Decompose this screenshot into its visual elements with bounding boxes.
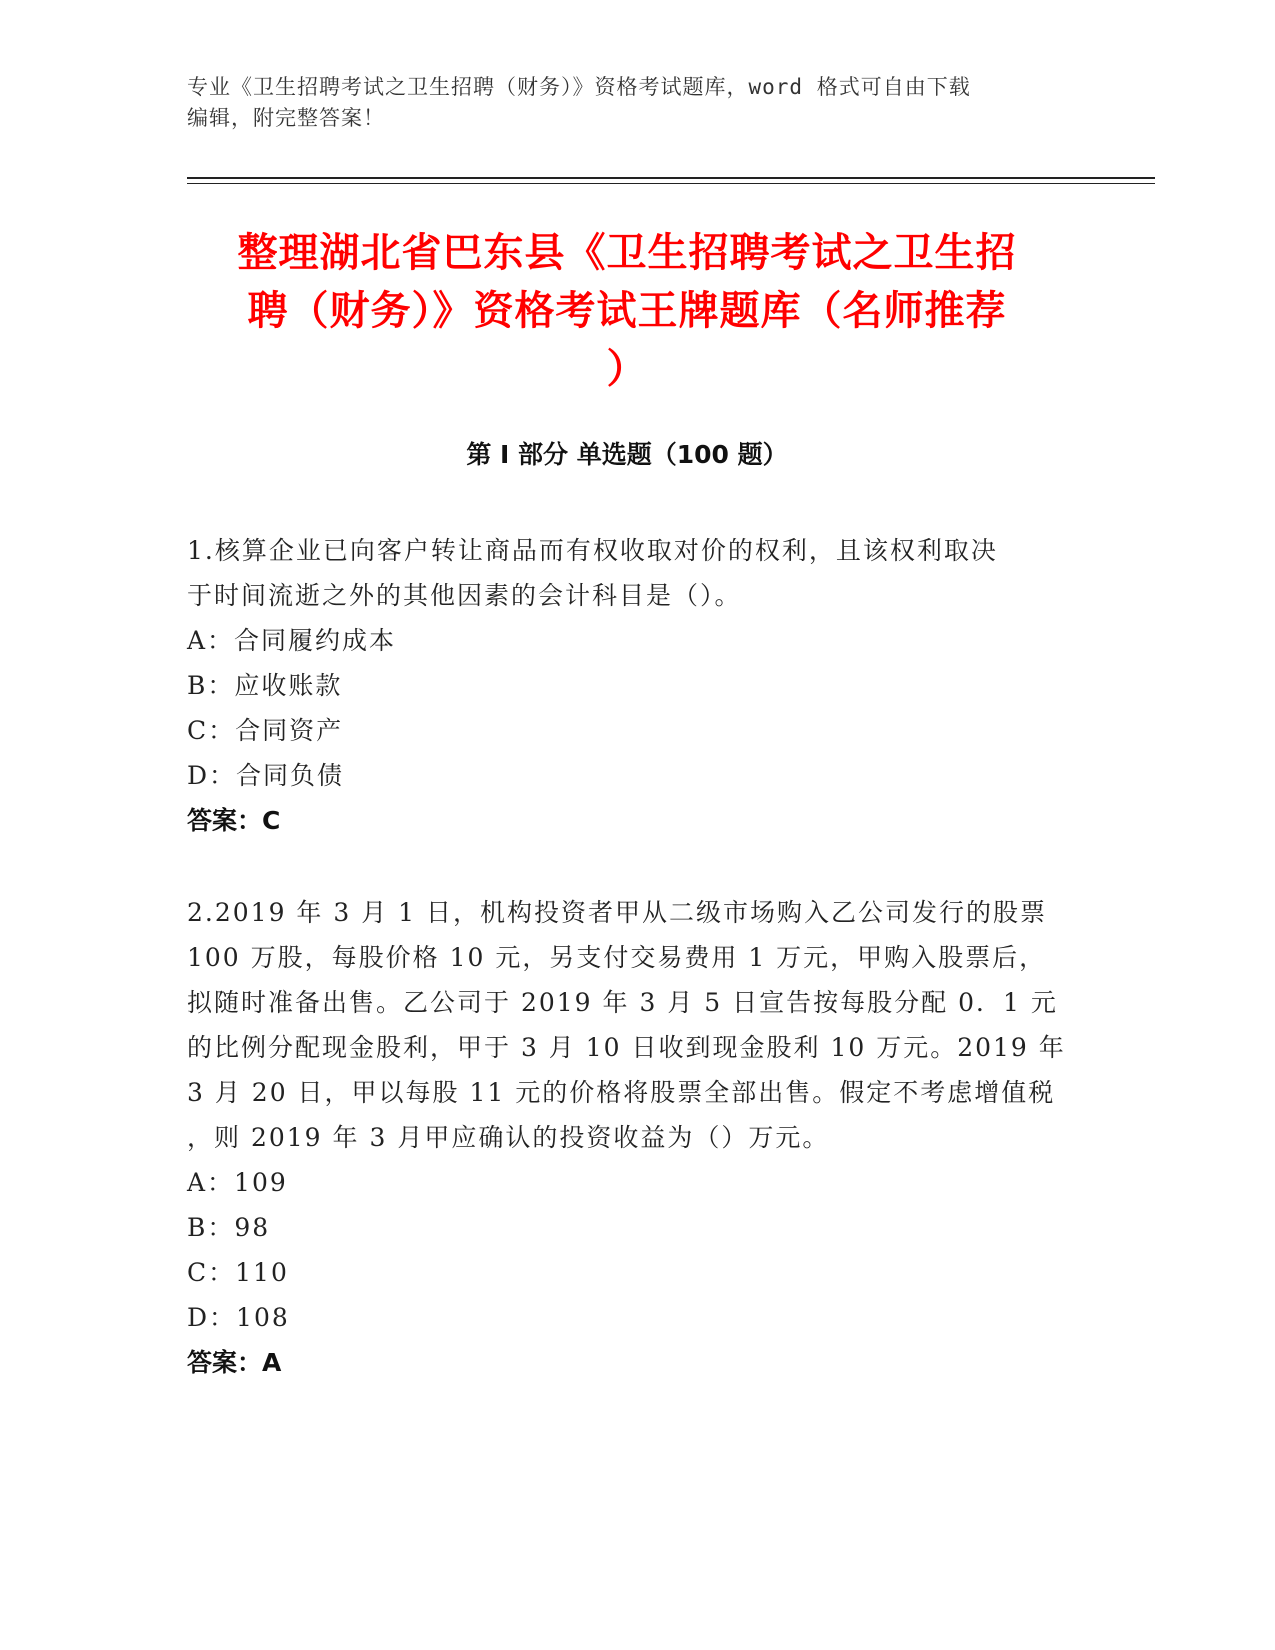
question-2-answer: 答案：A [187,1348,282,1377]
question-2-line-2: 100 万股，每股价格 10 元，另支付交易费用 1 万元，甲购入股票后， [187,943,1047,972]
header-divider-thin [187,183,1155,184]
question-2-line-4: 的比例分配现金股利，甲于 3 月 10 日收到现金股利 10 万元。2019 年 [187,1033,1066,1062]
question-1-option-c: C：合同资产 [187,716,344,745]
question-2-option-d: D：108 [187,1303,290,1332]
question-2 [187,890,1077,1385]
header-divider [187,177,1155,179]
question-1-line-2: 于时间流逝之外的其他因素的会计科目是（）。 [187,581,742,610]
document-title [187,224,1067,398]
question-1 [187,528,1077,843]
question-1-line-1: 1.核算企业已向客户转让商品而有权收取对价的权利，且该权利取决 [187,536,998,565]
title-line-3: ） [606,346,648,392]
section-heading: 第 I 部分 单选题（100 题） [466,440,788,469]
question-2-line-6: ，则 2019 年 3 月甲应确认的投资收益为（）万元。 [187,1123,830,1152]
question-1-answer: 答案：C [187,806,281,835]
question-1-option-d: D：合同负债 [187,761,345,790]
question-2-option-a: A：109 [187,1168,288,1197]
title-line-1: 整理湖北省巴东县《卫生招聘考试之卫生招 [237,230,1017,276]
question-2-line-3: 拟随时准备出售。乙公司于 2019 年 3 月 5 日宣告按每股分配 0．1 元 [187,988,1058,1017]
question-2-option-b: B：98 [187,1213,271,1242]
question-2-line-5: 3 月 20 日，甲以每股 11 元的价格将股票全部出售。假定不考虑增值税 [187,1078,1056,1107]
title-line-2: 聘（财务）》资格考试王牌题库（名师推荐 [247,288,1007,334]
question-1-option-b: B：应收账款 [187,671,343,700]
question-2-option-c: C：110 [187,1258,289,1287]
header-line-2: 编辑，附完整答案！ [187,106,385,130]
header-line-1: 专业《卫生招聘考试之卫生招聘（财务）》资格考试题库，word 格式可自由下载 [187,75,971,99]
question-1-option-a: A：合同履约成本 [187,626,397,655]
page-header [187,72,1067,134]
question-2-line-1: 2.2019 年 3 月 1 日，机构投资者甲从二级市场购入乙公司发行的股票 [187,898,1048,927]
